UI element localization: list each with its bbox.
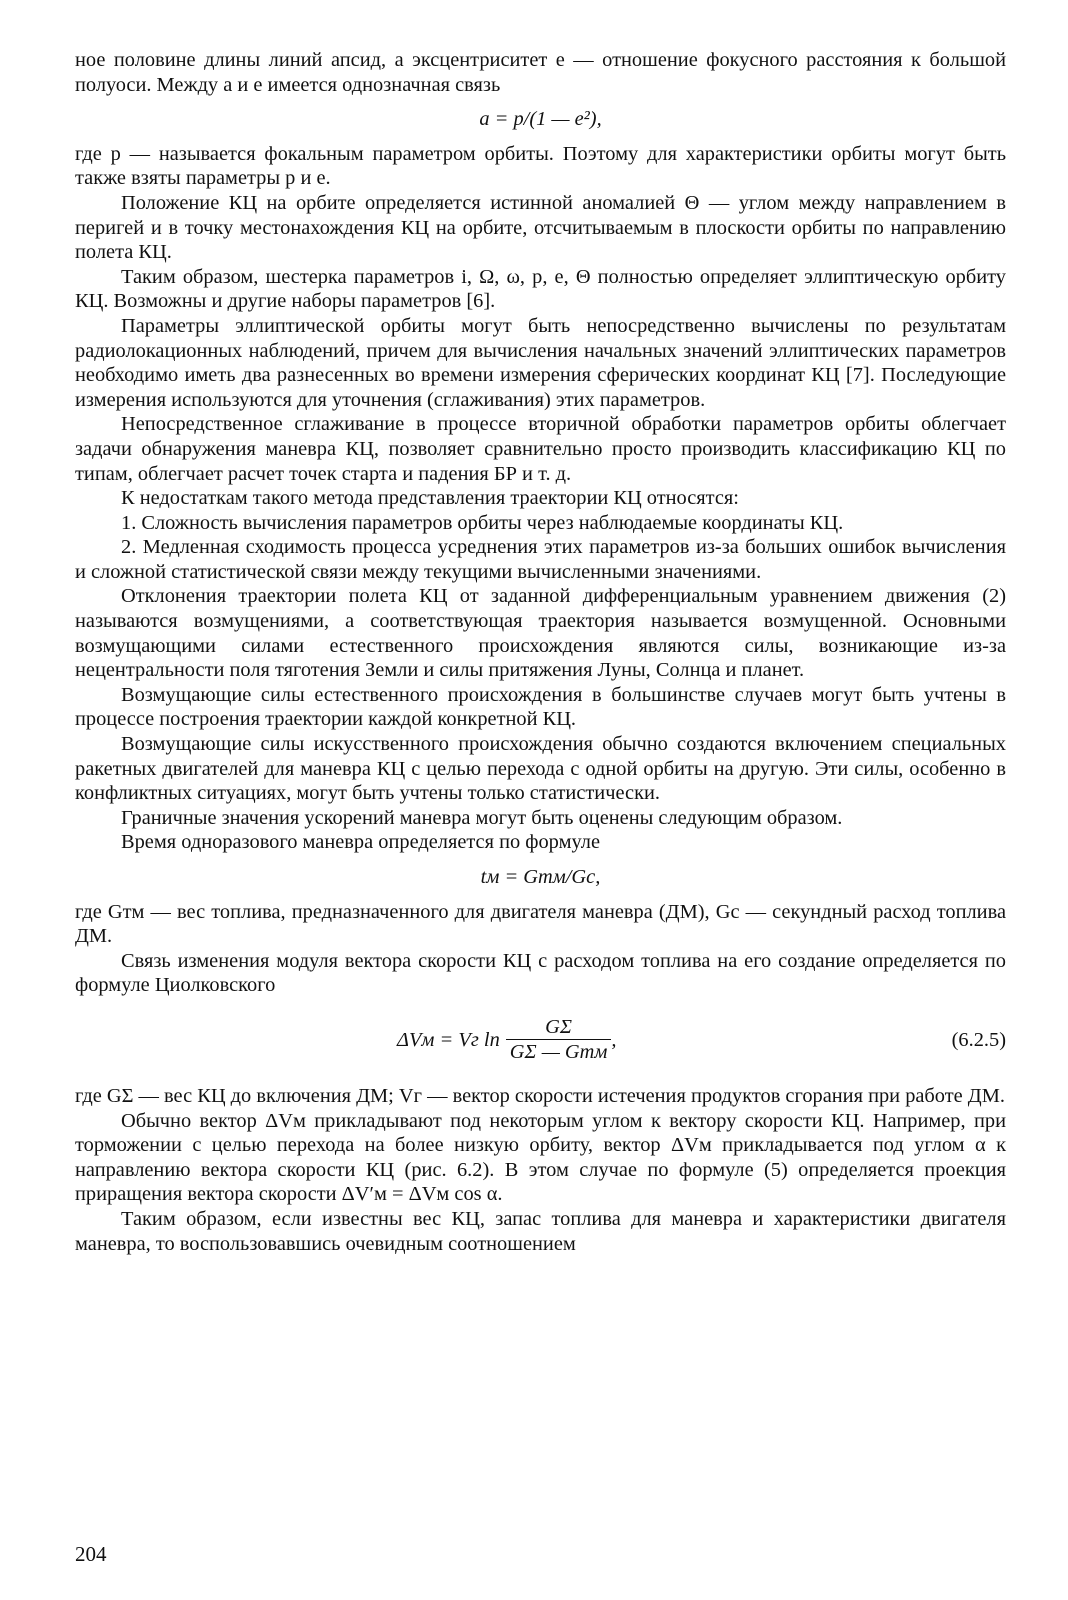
formula-expression	[397, 1012, 617, 1068]
formula-maneuver-time: tм = Gтм/Gс,	[480, 866, 601, 888]
paragraph: К недостаткам такого метода представления траектории КЦ относятся:	[121, 487, 739, 510]
paragraph: где p — называется фокальным параметром орбиты. Поэтому для характеристики орбиты могут быть также взяты параметры p и e.	[75, 142, 1006, 190]
equation-number: (6.2.5)	[951, 1028, 1006, 1051]
paragraph: Таким образом, шестерка параметров i, Ω, ω, p, e, Θ полностью определяет эллиптическую орбиту КЦ. Возможны и другие наборы параметров [6].	[75, 265, 1006, 313]
paragraph: Граничные значения ускорений маневра могут быть оценены следующим образом.	[121, 806, 843, 829]
paragraph: Возмущающие силы искусственного происхождения обычно создаются включением специальных ракетных двигателей для маневра КЦ с целью перехода с одной орбиты на другую. Эти силы, особенно в конфликтных ситуациях, могут быть учтены только статистически.	[75, 733, 1006, 805]
paragraph: Таким образом, если известны вес КЦ, запас топлива для маневра и характеристики двигателя маневра, то воспользовавшись очевидным соотношением	[75, 1207, 1006, 1255]
formula-tsiolkovsky	[75, 1012, 1006, 1068]
formula-comma: ,	[611, 1028, 617, 1051]
list-item: 2. Медленная сходимость процесса усреднения этих параметров из-за больших ошибок вычисления и сложной статистической связи между текущими вычисленными значениями.	[75, 536, 1006, 583]
page-number: 204	[75, 1542, 107, 1566]
list-item: 1. Сложность вычисления параметров орбиты через наблюдаемые координаты КЦ.	[121, 511, 844, 534]
paragraph: Положение КЦ на орбите определяется истинной аномалией Θ — углом между направлением в перигей и в точку местонахождения КЦ на орбите, отсчитываемым в плоскости орбиты по направлению полета КЦ.	[75, 191, 1006, 264]
paragraph: где Gтм — вес топлива, предназначенного для двигателя маневра (ДМ), Gс — секундный расход топлива ДМ.	[75, 900, 1006, 948]
formula-lhs: ΔVм = Vг ln	[397, 1028, 500, 1051]
fraction-denominator: GΣ — Gтм	[506, 1039, 612, 1065]
paragraph: Возмущающие силы естественного происхождения в большинстве случаев могут быть учтены в процессе построения траектории каждой конкретной КЦ.	[75, 683, 1006, 731]
formula-semimajor-axis: a = p/(1 — e²),	[479, 108, 602, 131]
paragraph: Непосредственное сглаживание в процессе вторичной обработки параметров орбиты облегчает задачи обнаружения маневра КЦ, позволяет сравнительно просто производить классификацию КЦ по типам, облегчает расчет точек старта и падения БР и т. д.	[75, 413, 1006, 485]
formula-fraction	[506, 1015, 612, 1065]
paragraph: Параметры эллиптической орбиты могут быть непосредственно вычислены по результатам радиолокационных наблюдений, причем для вычисления начальных значений эллиптических параметров необходимо иметь два разнесенных во времени измерения сферических координат КЦ [7]. Последующие измерения используются для уточнения (сглаживания) этих параметров.	[75, 314, 1006, 411]
paragraph: Время одноразового маневра определяется по формуле	[121, 831, 600, 854]
paragraph: ное половине длины линий апсид, а эксцентриситет e — отношение фокусного расстояния к большой полуоси. Между a и e имеется однозначная связь	[75, 49, 1006, 96]
paragraph: где GΣ — вес КЦ до включения ДМ; Vг — вектор скорости истечения продуктов сгорания при работе ДМ.	[75, 1084, 1005, 1107]
paragraph: Обычно вектор ΔVм прикладывают под некоторым углом к вектору скорости КЦ. Например, при торможении с целью перехода на более низкую орбиту, вектор ΔVм прикладывается под углом α к направлению вектора скорости КЦ (рис. 6.2). В этом случае по формуле (5) определяется проекция приращения вектора скорости ΔV′м = ΔVм cos α.	[75, 1109, 1006, 1206]
fraction-numerator: GΣ	[545, 1015, 572, 1038]
paragraph: Связь изменения модуля вектора скорости КЦ с расходом топлива на его создание определяется по формуле Циолковского	[75, 949, 1006, 997]
paragraph: Отклонения траектории полета КЦ от заданной дифференциальным уравнением движения (2) называются возмущениями, а соответствующая траектория называется возмущенной. Основными возмущающими силами естественного происхождения являются силы, возникающие из-за нецентральности поля тяготения Земли и силы притяжения Луны, Солнца и планет.	[75, 585, 1006, 682]
